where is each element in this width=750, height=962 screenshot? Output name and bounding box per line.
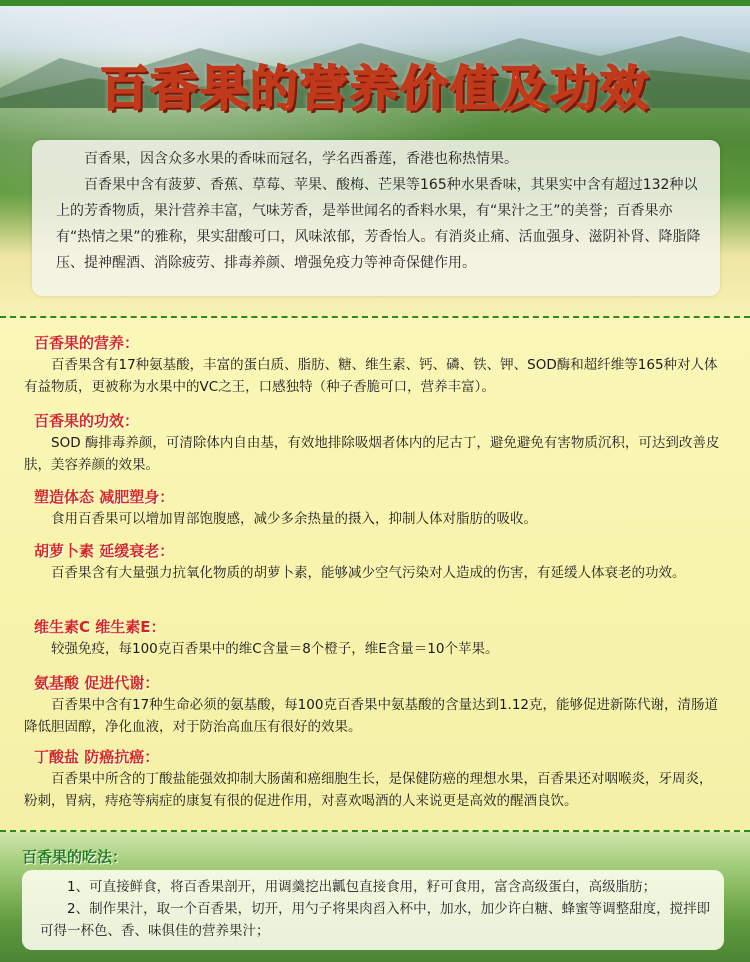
section-heading: 塑造体态 减肥塑身：: [34, 488, 175, 506]
section-text: 较强免疫，每100克百香果中的维C含量＝8个橙子，维E含量＝10个苹果。: [51, 641, 499, 657]
section-body: [24, 432, 724, 476]
section-text: SOD 酶排毒养颜，可清除体内自由基，有效地排除吸烟者体内的尼古丁，避免避免有害物质沉积，可达到改善皮肤，美容养颜的效果。: [24, 435, 720, 473]
section-text: 百香果含有大量强力抗氧化物质的胡萝卜素，能够减少空气污染对人造成的伤害，有延缓人体衰老的功效。: [51, 565, 686, 581]
page-title: 百香果的营养价值及功效: [99, 60, 650, 117]
section-text: 百香果中含有17种生命必须的氨基酸，每100克百香果中氨基酸的含量达到1.12克，能够促进新陈代谢，清肠道降低胆固醇，净化血液，对于防治高血压有很好的效果。: [24, 697, 719, 735]
section-body: [24, 768, 724, 812]
section-heading: 丁酸盐 防癌抗癌：: [34, 748, 160, 766]
eating-heading: 百香果的吃法：: [22, 848, 128, 866]
benefits-section: [0, 318, 750, 832]
intro-box: [32, 140, 720, 296]
section-text: 食用百香果可以增加胃部饱腹感，减少多余热量的摄入，抑制人体对脂肪的吸收。: [51, 511, 537, 527]
section-heading: 百香果的功效：: [34, 412, 140, 430]
eating-box: [22, 870, 724, 950]
section-heading: 氨基酸 促进代谢：: [34, 674, 160, 692]
section-body: [24, 562, 724, 584]
section-text: 百香果含有17种氨基酸，丰富的蛋白质、脂肪、糖、维生素、钙、磷、铁、钾、SOD酶和超纤维等165种对人体有益物质，更被称为水果中的VC之王，口感独特（种子香脆可口，营养丰富）。: [24, 357, 718, 395]
section-body: [24, 508, 724, 530]
section-heading: 维生素C 维生素E：: [34, 618, 166, 636]
eating-item: 2、制作果汁，取一个百香果，切开，用勺子将果肉舀入杯中，加水，加少许白糖、蜂蜜等调整甜度，搅拌即可得一杯色、香、味俱佳的营养果汁；: [40, 901, 711, 939]
header-banner: [0, 0, 750, 320]
section-text: 百香果中所含的丁酸盐能强效抑制大肠菌和癌细胞生长，是保健防癌的理想水果，百香果还对咽喉炎，牙周炎，粉刺，胃病，痔疮等病症的康复有很的促进作用，对喜欢喝酒的人来说更是高效的醒酒良饮。: [24, 771, 713, 809]
section-body: [24, 694, 724, 738]
section-body: [24, 638, 724, 660]
intro-paragraph-2: 百香果中含有菠萝、香蕉、草莓、苹果、酸梅、芒果等165种水果香味，其果实中含有超过132种以上的芳香物质，果汁营养丰富，气味芳香，是举世闻名的香料水果，有“果汁之王”的美誉；百香果亦有“热情之果”的雅称，果实甜酸可口，风味浓郁，芳香怡人。有消炎止痛、活血强身、滋阴补肾、降脂降压、提神醒酒、消除疲劳、排毒养颜、增强免疫力等神奇保健作用。: [56, 177, 701, 271]
title-area: [20, 44, 730, 124]
top-strip: [0, 0, 750, 6]
intro-paragraph-1: 百香果，因含众多水果的香味而冠名，学名西番莲，香港也称热情果。: [84, 151, 518, 167]
section-heading: 百香果的营养：: [34, 334, 140, 352]
eating-item: 1、可直接鲜食，将百香果剖开，用调羹挖出瓤包直接食用，籽可食用，富含高级蛋白，高级脂肪；: [67, 879, 657, 895]
section-body: [24, 354, 724, 398]
eating-section: [0, 832, 750, 962]
section-heading: 胡萝卜素 延缓衰老：: [34, 542, 175, 560]
